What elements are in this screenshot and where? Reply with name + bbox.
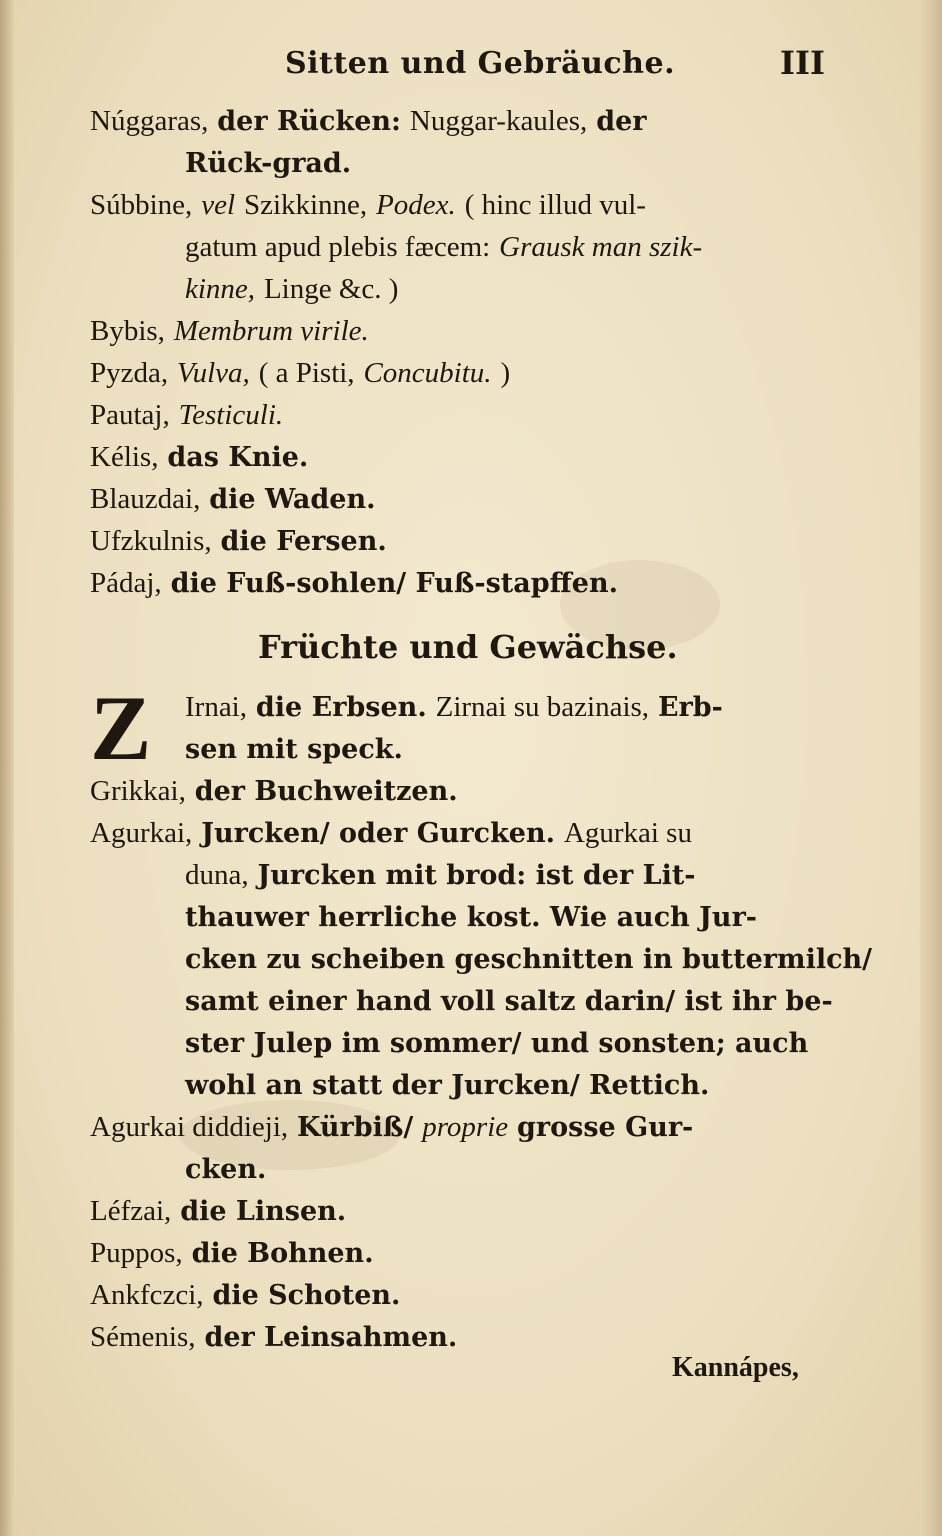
vocabulary-entry [90,1190,850,1232]
lithuanian-term: Léfzai, [90,1195,172,1227]
catchword: Kannápes, [672,1352,799,1383]
vocabulary-entry [90,184,850,226]
lithuanian-term: Pautaj, [90,399,170,431]
latin-italic-gloss: vel [201,189,236,221]
vocabulary-entry [90,1274,850,1316]
vocabulary-entry [90,100,850,142]
page-header [0,40,942,90]
german-gloss: Rück-grad. [185,148,352,179]
german-gloss: der Rücken: [217,106,401,137]
german-gloss: samt einer hand voll saltz darin/ ist ihr be- [185,986,833,1017]
lithuanian-term: duna, [185,859,249,891]
vocabulary-entry [90,1232,850,1274]
german-gloss: die Linsen. [180,1196,347,1227]
german-gloss: die Waden. [209,484,376,515]
latin-italic-gloss: proprie [422,1111,509,1143]
lithuanian-term: ) [500,357,511,389]
vocabulary-entry [90,770,850,812]
german-gloss: der Buchweitzen. [194,776,458,807]
lithuanian-term: gatum apud plebis fæcem: [185,231,491,263]
lithuanian-term: Pádaj, [90,567,162,599]
lithuanian-term: Kélis, [90,441,159,473]
vocabulary-entry [90,478,850,520]
lithuanian-term: Irnai, [185,691,247,723]
entry-continuation-line [90,1022,850,1064]
latin-italic-gloss: Vulva, [177,357,250,389]
lithuanian-term: Agurkai su [563,817,692,849]
german-gloss: der [596,106,647,137]
latin-italic-gloss: Grausk man szik- [499,231,703,263]
section-heading: Früchte und Gewächse. [258,628,678,666]
entry-continuation-line [90,854,850,896]
vocabulary-entry [90,686,850,728]
vocabulary-entry [90,562,850,604]
german-gloss: ster Julep im sommer/ und sonsten; auch [185,1028,809,1059]
vocabulary-list-body-parts [90,100,850,604]
vocabulary-entry [90,1106,850,1148]
german-gloss: sen mit speck. [185,734,403,765]
entry-continuation-line [90,896,850,938]
german-gloss: die Fersen. [220,526,387,557]
vocabulary-entry [90,310,850,352]
german-gloss: wohl an statt der Jurcken/ Rettich. [185,1070,710,1101]
lithuanian-term: Bybis, [90,315,165,347]
german-gloss: Jurcken mit brod: ist der Lit- [257,860,696,891]
german-gloss: das Knie. [167,442,309,473]
vocabulary-entry [90,394,850,436]
lithuanian-term: Linge &c. ) [263,273,399,305]
vocabulary-entry [90,436,850,478]
entry-continuation-line [90,142,850,184]
german-gloss: die Erbsen. [255,692,427,723]
page-spine-shadow [0,0,14,1536]
lithuanian-term: Núggaras, [90,105,209,137]
page-number: III [780,44,825,82]
lithuanian-term: Súbbine, [90,189,193,221]
lithuanian-term: Szikkinne, [243,189,368,221]
german-gloss: grosse Gur- [517,1112,694,1143]
vocabulary-entry [90,352,850,394]
lithuanian-term: Agurkai diddieji, [90,1111,289,1143]
drop-cap: Z [90,677,152,779]
entry-continuation-line [90,268,850,310]
vocabulary-list-plants [90,686,873,1358]
lithuanian-term: Puppos, [90,1237,183,1269]
german-gloss: cken zu scheiben geschnitten in buttermilch/ [185,944,873,975]
latin-italic-gloss: kinne, [185,273,256,305]
entry-continuation-line [90,1148,850,1190]
german-gloss: Erb- [657,692,723,723]
entry-continuation-line [90,980,850,1022]
entry-continuation-line [90,938,873,980]
entry-continuation-line [90,1064,850,1106]
german-gloss: die Schoten. [212,1280,401,1311]
german-gloss: Kürbiß/ [297,1112,414,1143]
german-gloss: der Leinsahmen. [204,1322,458,1353]
lithuanian-term: Blauzdai, [90,483,201,515]
latin-italic-gloss: Testiculi. [178,399,284,431]
lithuanian-term: Sémenis, [90,1321,196,1353]
latin-italic-gloss: Podex. [376,189,456,221]
latin-italic-gloss: Concubitu. [363,357,492,389]
german-gloss: thauwer herrliche kost. Wie auch Jur- [185,902,757,933]
german-gloss: die Fuß-sohlen/ Fuß-stapffen. [170,568,618,599]
lithuanian-term: Zirnai su bazinais, [435,691,650,723]
german-gloss: cken. [185,1154,267,1185]
vocabulary-entry [90,812,850,854]
entry-continuation-line [90,226,850,268]
page-edge [920,0,942,1536]
entry-continuation-line [90,728,850,770]
lithuanian-term: Agurkai, [90,817,193,849]
lithuanian-term: Grikkai, [90,775,186,807]
german-gloss: Jurcken/ oder Gurcken. [201,818,555,849]
lithuanian-term: ( a Pisti, [258,357,355,389]
lithuanian-term: Nuggar-kaules, [409,105,588,137]
running-head: Sitten und Gebräuche. [285,46,676,81]
vocabulary-entry [90,520,850,562]
lithuanian-term: Pyzda, [90,357,169,389]
german-gloss: die Bohnen. [191,1238,374,1269]
lithuanian-term: Ufzkulnis, [90,525,212,557]
lithuanian-term: Ankfczci, [90,1279,204,1311]
lithuanian-term: ( hinc illud vul- [464,189,646,221]
latin-italic-gloss: Membrum virile. [173,315,369,347]
